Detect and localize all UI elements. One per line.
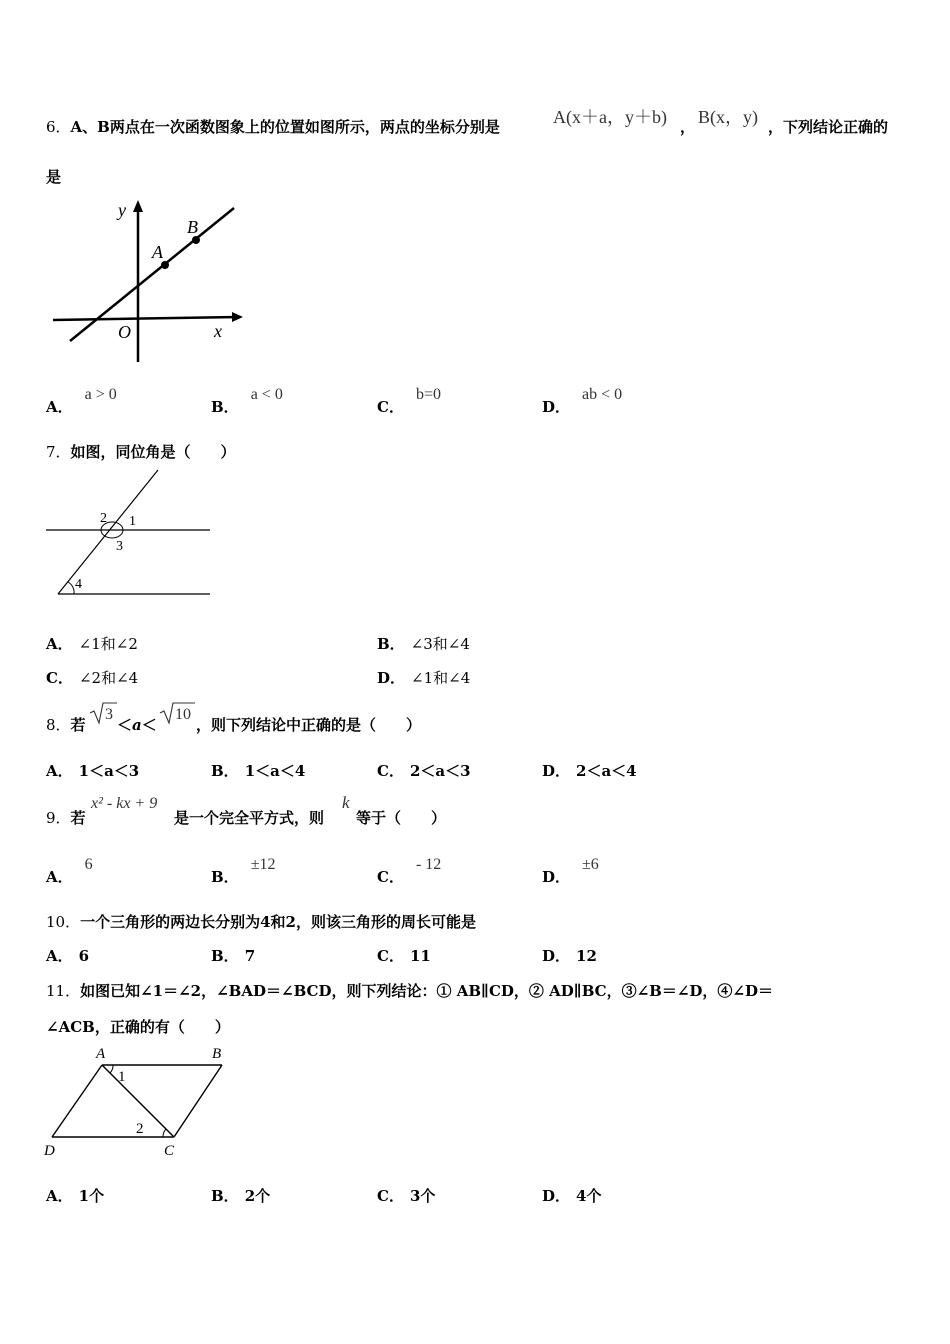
q7-option-b[interactable]: B． ∠3和∠4 — [377, 635, 470, 653]
q11-label-c: C — [164, 1143, 175, 1159]
q9-option-a[interactable]: A．6 — [46, 856, 93, 886]
q6-option-c[interactable]: C．b=0 — [377, 386, 441, 416]
q11-text-a: 如图已知∠1＝∠2，∠BAD＝∠BCD，则下列结论：① AB∥CD，② AD∥BC，③∠B＝∠D，④∠D＝ — [80, 982, 773, 1000]
q6-point-a — [161, 261, 169, 269]
q6-coord-b: B(x，y) — [698, 107, 758, 127]
q8-inequality: ＜a＜ — [117, 716, 157, 734]
q11-stem-line1 — [46, 980, 773, 1001]
q8-option-c[interactable]: C． 2＜a＜3 — [377, 762, 471, 780]
q7-option-d[interactable]: D． ∠1和∠4 — [377, 669, 471, 687]
q9-option-c[interactable]: C．- 12 — [377, 856, 442, 886]
q11-angle1-arc — [110, 1065, 113, 1073]
q10-text: 一个三角形的两边长分别为4和2，则该三角形的周长可能是 — [80, 913, 476, 931]
q8-option-b[interactable]: B． 1＜a＜4 — [211, 762, 306, 780]
q7-figure — [44, 468, 214, 600]
q8-number: 8． — [46, 716, 71, 734]
svg-text:10: 10 — [175, 706, 191, 723]
q9-expression: x² - kx + 9 — [91, 795, 158, 812]
q6-stem-line1 — [46, 116, 500, 137]
q11-label-a: A — [96, 1046, 106, 1062]
q7-option-c[interactable]: C． ∠2和∠4 — [46, 669, 139, 687]
q8-sqrt3 — [88, 700, 118, 726]
q6-option-d[interactable]: D．ab < 0 — [542, 386, 623, 416]
svg-text:3: 3 — [105, 706, 113, 723]
q10-option-d[interactable]: D． 12 — [542, 947, 597, 965]
q6-x-axis — [53, 317, 238, 320]
q6-text-a: A、B两点在一次函数图象上的位置如图所示，两点的坐标分别是 — [70, 118, 500, 136]
q11-option-b[interactable]: B． 2个 — [211, 1187, 271, 1205]
q6-origin-label: O — [118, 322, 131, 342]
q6-function-line — [70, 208, 234, 341]
q6-option-a[interactable]: A．a > 0 — [46, 386, 117, 416]
q6-figure — [48, 196, 248, 368]
q6-text-b: ，下列结论正确的 — [768, 118, 889, 136]
q7-label-1: 1 — [129, 514, 136, 529]
q7-label-2: 2 — [100, 511, 107, 526]
q6-coord-a: A(x＋a，y＋b) — [553, 107, 667, 127]
q10-stem — [46, 911, 476, 932]
q8-text-b: ，则下列结论中正确的是（ ） — [196, 716, 422, 734]
q8-option-a[interactable]: A． 1＜a＜3 — [46, 762, 140, 780]
q8-sqrt10 — [158, 700, 196, 726]
q11-label-d: D — [44, 1143, 55, 1159]
q11-angle2-arc — [163, 1129, 166, 1137]
q11-option-d[interactable]: D． 4个 — [542, 1187, 602, 1205]
q7-label-3: 3 — [116, 539, 123, 554]
q11-number: 11． — [46, 982, 81, 1000]
q11-label-2: 2 — [136, 1121, 144, 1137]
q9-option-b[interactable]: B．±12 — [211, 856, 276, 886]
q11-option-c[interactable]: C． 3个 — [377, 1187, 436, 1205]
q7-number: 7． — [46, 443, 71, 461]
q11-label-1: 1 — [118, 1069, 126, 1085]
q9-text-b: 是一个完全平方式，则 — [174, 809, 325, 827]
q11-option-a[interactable]: A． 1个 — [46, 1187, 105, 1205]
q6-x-arrow — [232, 312, 243, 322]
q8-text-a: 若 — [70, 716, 86, 734]
q10-option-b[interactable]: B． 7 — [211, 947, 256, 965]
q6-option-b[interactable]: B．a < 0 — [211, 386, 283, 416]
q7-option-a[interactable]: A． ∠1和∠2 — [46, 635, 138, 653]
q7-stem — [46, 441, 236, 462]
q6-point-b-label: B — [187, 217, 198, 237]
q6-x-label: x — [214, 321, 222, 341]
q7-label-4: 4 — [75, 577, 82, 592]
q8-stem — [46, 714, 86, 735]
q11-side-bc — [174, 1065, 222, 1137]
q9-text-c: 等于（ ） — [356, 809, 447, 827]
q6-y-label: y — [118, 200, 126, 220]
q9-number: 9． — [46, 809, 71, 827]
q7-text: 如图，同位角是（ ） — [70, 443, 236, 461]
q11-side-da — [52, 1065, 102, 1137]
q11-text-b: ∠ACB，正确的有（ ） — [46, 1018, 230, 1036]
q11-label-b: B — [212, 1046, 222, 1062]
q8-option-d[interactable]: D． 2＜a＜4 — [542, 762, 637, 780]
q6-text-c: 是 — [46, 168, 62, 186]
q10-option-a[interactable]: A． 6 — [46, 947, 90, 965]
q9-text-a: 若 — [70, 809, 86, 827]
q6-point-b — [192, 236, 200, 244]
q7-transversal — [58, 470, 158, 594]
q6-sep: ， — [680, 118, 696, 136]
q9-var-k: k — [342, 793, 350, 812]
q6-y-arrow — [133, 200, 143, 212]
q10-number: 10． — [46, 913, 81, 931]
q6-number: 6． — [46, 118, 71, 136]
q11-figure — [42, 1042, 232, 1162]
q9-option-d[interactable]: D．±6 — [542, 856, 599, 886]
q9-stem — [46, 807, 86, 828]
q10-option-c[interactable]: C． 11 — [377, 947, 431, 965]
q6-point-a-label: A — [152, 242, 163, 262]
q7-angle4-arc — [68, 582, 74, 594]
